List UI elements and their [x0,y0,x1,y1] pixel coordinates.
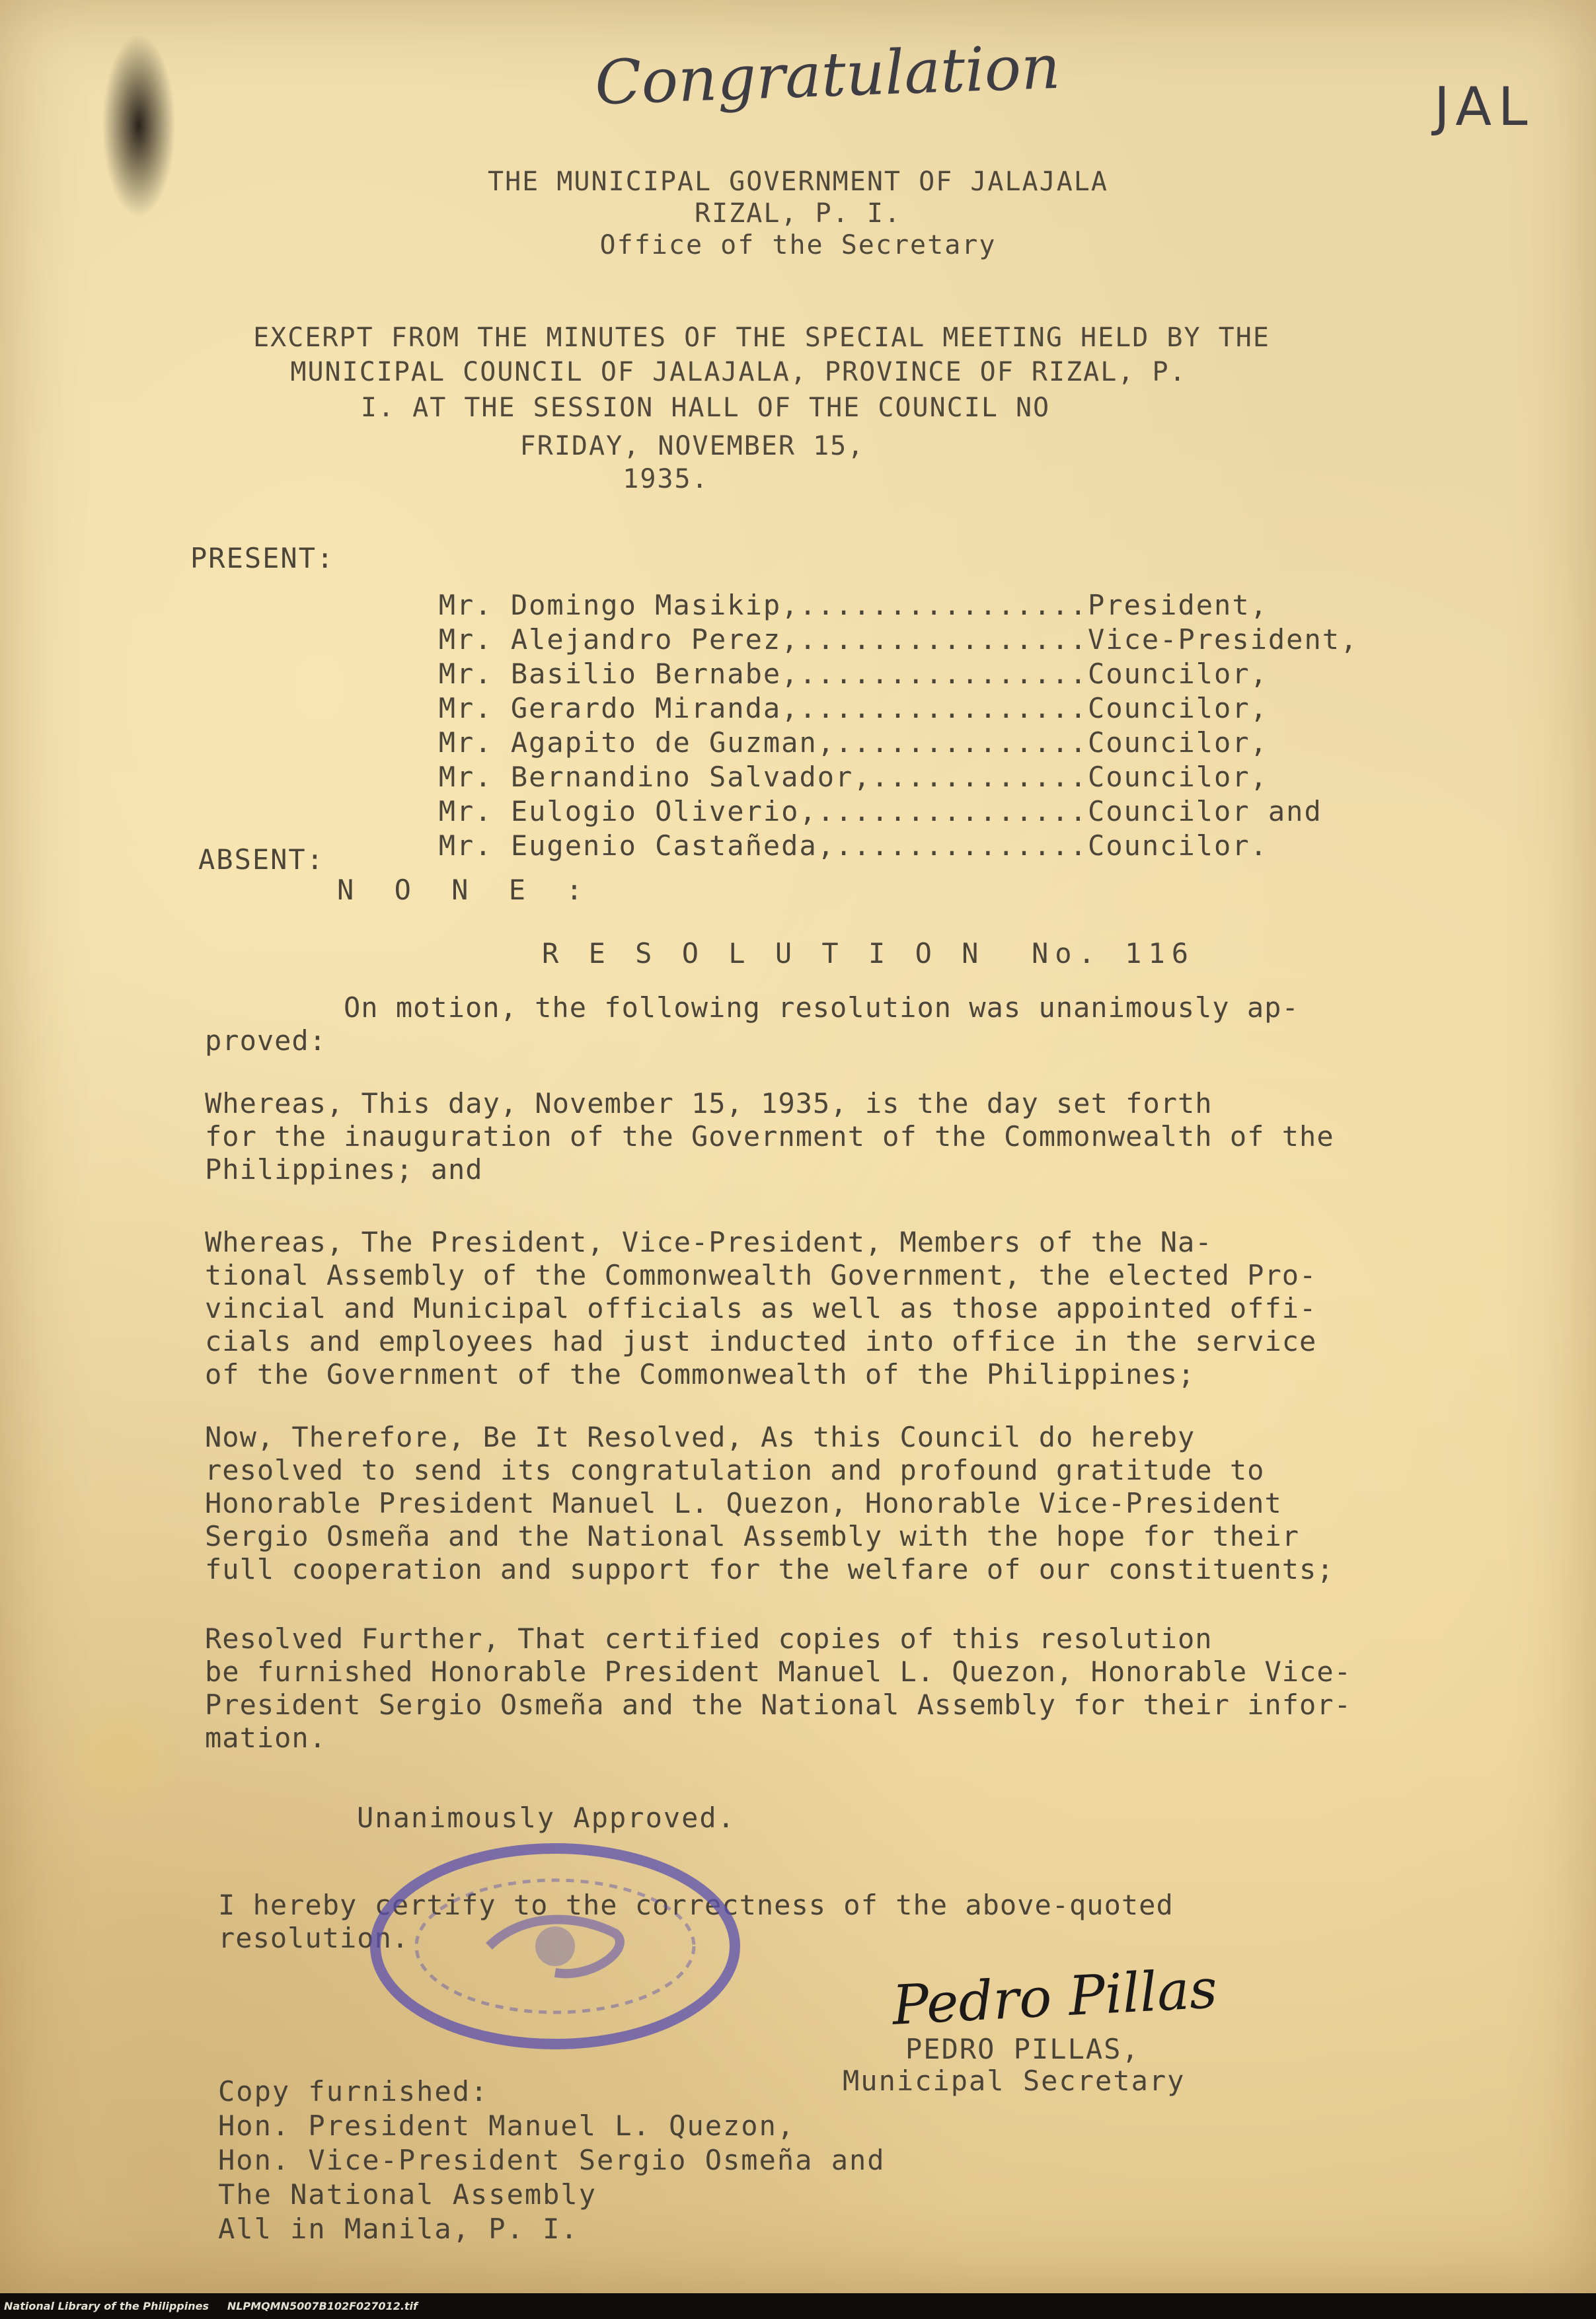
copy-furnished-label: Copy furnished: [218,2075,489,2108]
absent-value: N O N E : [337,874,595,906]
member-dots: ................ [799,589,1088,621]
member-name: Mr. Gerardo Miranda, [438,692,800,724]
member-role: President, [1088,589,1268,621]
corner-note: JAL [1434,76,1535,137]
member-name: Mr. Agapito de Guzman, [438,726,836,759]
signature: Pedro Pillas [890,1958,1219,2037]
archive-credit: National Library of the Philippines NLPMQMN5007B102F027012.tif [4,2300,418,2312]
member-dots: ................ [799,658,1088,690]
copy-recipient: Hon. President Manuel L. Quezon, [218,2110,796,2142]
member-role: Vice-President, [1088,623,1359,656]
present-label: PRESENT: [190,542,335,574]
excerpt-line-1: EXCERPT FROM THE MINUTES OF THE SPECIAL MEETING HELD BY THE [253,323,1270,353]
resolution-title: R E S O L U T I O N No. 116 [542,937,1196,969]
member-role: Councilor, [1088,726,1268,759]
resolved-clause: Now, Therefore, Be It Resolved, As this Council do hereby resolved to send its congratulation and profound gratitude to Honorable President Manuel L. Quezon, Honorable Vice-President Sergio Osmeña and the National Assembly with the hope for their full cooperation and support for the welfare of our constituents; [205,1421,1334,1585]
signer-name: PEDRO PILLAS, [905,2033,1140,2065]
member-name: Mr. Domingo Masikip, [438,589,800,621]
member-name: Mr. Alejandro Perez, [438,623,800,656]
header-office: Office of the Secretary [599,230,997,260]
member-dots: ................ [799,623,1088,656]
member-role: Councilor, [1088,761,1268,793]
official-seal-stamp [357,1834,753,2059]
resolution-intro: On motion, the following resolution was unanimously ap- proved: [205,991,1299,1057]
copy-recipient: All in Manila, P. I. [218,2213,579,2245]
member-name: Mr. Eugenio Castañeda, [438,829,836,862]
absent-label: ABSENT: [198,843,325,876]
excerpt-line-5: 1935. [623,464,709,494]
header-municipal: THE MUNICIPAL GOVERNMENT OF JALAJALA [488,167,1108,197]
member-dots: ............ [871,761,1088,793]
member-name: Mr. Basilio Bernabe, [438,658,800,690]
excerpt-line-3: I. AT THE SESSION HALL OF THE COUNCIL NO [360,393,1051,423]
whereas-clause-1: Whereas, This day, November 15, 1935, is the day set forth for the inauguration of the Government of the Commonwealth of the Philippines; and [205,1087,1334,1186]
member-role: Councilor and [1088,795,1322,827]
whereas-clause-2: Whereas, The President, Vice-President, Members of the Na- tional Assembly of the Commonwealth Government, the elected Pro- vincial and Municipal officials as well as those appointed offi- cials and employees had just inducted into office in the service of the Government of the Commonwealth of the Philippines; [205,1226,1317,1390]
water-stain [53,1692,185,1824]
excerpt-line-4: FRIDAY, NOVEMBER 15, [519,431,865,461]
excerpt-line-2: MUNICIPAL COUNCIL OF JALAJALA, PROVINCE OF RIZAL, P. [290,357,1187,387]
member-dots: .............. [835,726,1088,759]
header-province: RIZAL, P. I. [695,198,901,229]
resolved-further-clause: Resolved Further, That certified copies of this resolution be furnished Honorable President Manuel L. Quezon, Honorable Vice- President Sergio Osmeña and the National Assembly for their infor- mation. [205,1622,1351,1754]
handwritten-note: Congratulation [593,31,1061,119]
copy-recipient: The National Assembly [218,2178,597,2211]
member-role: Councilor, [1088,692,1268,724]
member-role: Councilor, [1088,658,1268,690]
member-role: Councilor. [1088,829,1268,862]
member-dots: ................ [799,692,1088,724]
member-dots: ............... [817,795,1088,827]
member-name: Mr. Bernandino Salvador, [438,761,872,793]
signer-title: Municipal Secretary [843,2065,1186,2097]
approval-line: Unanimously Approved. [357,1802,736,1834]
member-dots: .............. [835,829,1088,862]
certification-text: I hereby certify to the correctness of the above-quoted resolution. [218,1889,1174,1954]
copy-recipient: Hon. Vice-President Sergio Osmeña and [218,2144,886,2176]
member-name: Mr. Eulogio Oliverio, [438,795,817,827]
